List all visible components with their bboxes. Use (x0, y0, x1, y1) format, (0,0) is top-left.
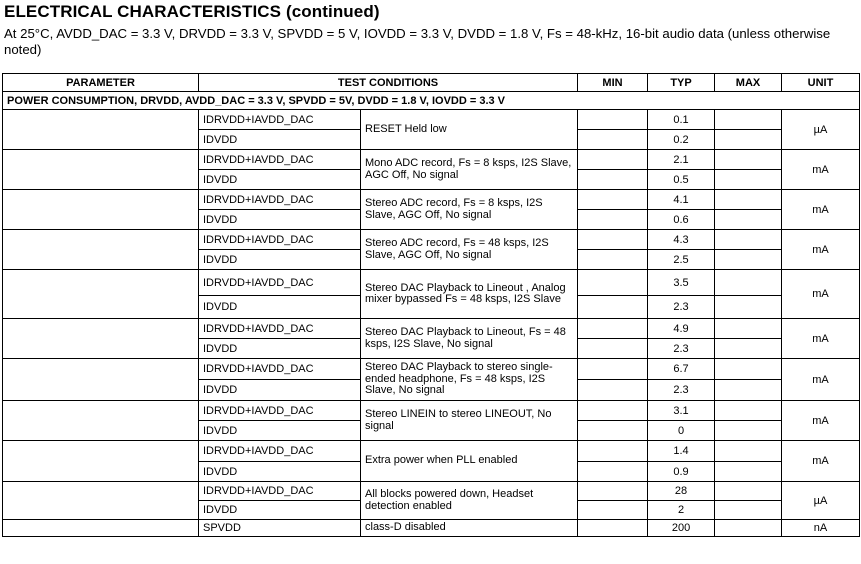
parameter-cell (3, 270, 199, 319)
parameter-cell (3, 520, 199, 537)
max-cell (715, 501, 782, 520)
supply-current-label: IDRVDD+IAVDD_DAC (199, 270, 361, 296)
test-condition: Stereo LINEIN to stereo LINEOUT, No signal (361, 401, 578, 441)
min-cell (578, 296, 648, 319)
min-cell (578, 441, 648, 462)
supply-current-label: IDVDD (199, 462, 361, 482)
parameter-cell (3, 230, 199, 270)
typ-value: 4.1 (648, 190, 715, 210)
min-cell (578, 170, 648, 190)
typ-value: 6.7 (648, 359, 715, 380)
min-cell (578, 482, 648, 501)
typ-value: 0.1 (648, 110, 715, 130)
supply-current-label: IDVDD (199, 380, 361, 401)
supply-current-label: IDVDD (199, 130, 361, 150)
max-cell (715, 210, 782, 230)
max-cell (715, 421, 782, 441)
typ-value: 0.5 (648, 170, 715, 190)
max-cell (715, 462, 782, 482)
unit-value: µA (782, 110, 860, 150)
typ-value: 2.3 (648, 339, 715, 359)
max-cell (715, 130, 782, 150)
typ-value: 3.5 (648, 270, 715, 296)
typ-value: 2.3 (648, 380, 715, 401)
min-cell (578, 380, 648, 401)
page-title: ELECTRICAL CHARACTERISTICS (continued) (4, 2, 380, 21)
unit-value: mA (782, 230, 860, 270)
supply-current-label: IDRVDD+IAVDD_DAC (199, 441, 361, 462)
conditions-note: At 25°C, AVDD_DAC = 3.3 V, DRVDD = 3.3 V, SPVDD = 5 V, IOVDD = 3.3 V, DVDD = 1.8 V, Fs = 48-kHz, 16-bit audio data (unless otherwise noted) (4, 26, 831, 57)
test-condition: Stereo DAC Playback to stereo single-ended headphone, Fs = 48 ksps, I2S Slave, No signal (361, 359, 578, 401)
max-cell (715, 441, 782, 462)
typ-value: 2 (648, 501, 715, 520)
max-cell (715, 250, 782, 270)
test-condition: RESET Held low (361, 110, 578, 150)
typ-value: 2.3 (648, 296, 715, 319)
test-condition: Stereo ADC record, Fs = 8 ksps, I2S Slave, AGC Off, No signal (361, 190, 578, 230)
min-cell (578, 110, 648, 130)
typ-value: 0.2 (648, 130, 715, 150)
test-condition: Stereo ADC record, Fs = 48 ksps, I2S Slave, AGC Off, No signal (361, 230, 578, 270)
parameter-cell (3, 401, 199, 441)
typ-value: 0.6 (648, 210, 715, 230)
typ-value: 0.9 (648, 462, 715, 482)
unit-value: µA (782, 482, 860, 520)
supply-current-label: IDRVDD+IAVDD_DAC (199, 230, 361, 250)
parameter-cell (3, 110, 199, 150)
max-cell (715, 520, 782, 537)
header-min: MIN (578, 74, 648, 92)
supply-current-label: IDRVDD+IAVDD_DAC (199, 190, 361, 210)
test-condition: Stereo DAC Playback to Lineout, Fs = 48 ksps, I2S Slave, No signal (361, 319, 578, 359)
max-cell (715, 401, 782, 421)
unit-value: nA (782, 520, 860, 537)
min-cell (578, 270, 648, 296)
header-test-conditions: TEST CONDITIONS (199, 74, 578, 92)
header-typ: TYP (648, 74, 715, 92)
max-cell (715, 380, 782, 401)
table-row (3, 270, 860, 296)
max-cell (715, 359, 782, 380)
typ-value: 4.9 (648, 319, 715, 339)
typ-value: 200 (648, 520, 715, 537)
section-row (3, 92, 860, 110)
min-cell (578, 190, 648, 210)
typ-value: 28 (648, 482, 715, 501)
header-row (3, 74, 860, 92)
table-row (3, 110, 860, 130)
supply-current-label: IDRVDD+IAVDD_DAC (199, 150, 361, 170)
max-cell (715, 150, 782, 170)
table-row (3, 482, 860, 501)
parameter-cell (3, 190, 199, 230)
unit-value: mA (782, 270, 860, 319)
table-row (3, 401, 860, 421)
min-cell (578, 339, 648, 359)
header-max: MAX (715, 74, 782, 92)
parameter-cell (3, 359, 199, 401)
typ-value: 4.3 (648, 230, 715, 250)
test-condition: All blocks powered down, Headset detection enabled (361, 482, 578, 520)
min-cell (578, 250, 648, 270)
max-cell (715, 296, 782, 319)
supply-current-label: IDVDD (199, 250, 361, 270)
supply-current-label: IDVDD (199, 339, 361, 359)
parameter-cell (3, 150, 199, 190)
unit-value: mA (782, 441, 860, 482)
max-cell (715, 170, 782, 190)
supply-current-label: IDRVDD+IAVDD_DAC (199, 482, 361, 501)
test-condition: Stereo DAC Playback to Lineout , Analog mixer bypassed Fs = 48 ksps, I2S Slave (361, 270, 578, 319)
max-cell (715, 190, 782, 210)
parameter-cell (3, 482, 199, 520)
min-cell (578, 130, 648, 150)
max-cell (715, 482, 782, 501)
supply-current-label: IDRVDD+IAVDD_DAC (199, 110, 361, 130)
test-condition: Extra power when PLL enabled (361, 441, 578, 482)
min-cell (578, 421, 648, 441)
min-cell (578, 401, 648, 421)
min-cell (578, 210, 648, 230)
min-cell (578, 319, 648, 339)
table-row (3, 230, 860, 250)
max-cell (715, 319, 782, 339)
table-row (3, 441, 860, 462)
unit-value: mA (782, 401, 860, 441)
supply-current-label: IDVDD (199, 421, 361, 441)
min-cell (578, 501, 648, 520)
unit-value: mA (782, 359, 860, 401)
header-parameter: PARAMETER (3, 74, 199, 92)
header-unit: UNIT (782, 74, 860, 92)
max-cell (715, 230, 782, 250)
supply-current-label: IDVDD (199, 210, 361, 230)
max-cell (715, 110, 782, 130)
min-cell (578, 359, 648, 380)
min-cell (578, 462, 648, 482)
electrical-characteristics-table (2, 73, 860, 537)
parameter-cell (3, 319, 199, 359)
supply-current-label: IDRVDD+IAVDD_DAC (199, 359, 361, 380)
table-row (3, 190, 860, 210)
supply-current-label: IDVDD (199, 501, 361, 520)
table-row (3, 150, 860, 170)
max-cell (715, 339, 782, 359)
typ-value: 2.5 (648, 250, 715, 270)
test-condition: Mono ADC record, Fs = 8 ksps, I2S Slave, AGC Off, No signal (361, 150, 578, 190)
test-condition: class-D disabled (361, 520, 578, 537)
unit-value: mA (782, 190, 860, 230)
typ-value: 3.1 (648, 401, 715, 421)
max-cell (715, 270, 782, 296)
supply-current-label: IDRVDD+IAVDD_DAC (199, 319, 361, 339)
min-cell (578, 520, 648, 537)
supply-current-label: SPVDD (199, 520, 361, 537)
supply-current-label: IDVDD (199, 296, 361, 319)
typ-value: 1.4 (648, 441, 715, 462)
table-row (3, 319, 860, 339)
supply-current-label: IDVDD (199, 170, 361, 190)
supply-current-label: IDRVDD+IAVDD_DAC (199, 401, 361, 421)
unit-value: mA (782, 150, 860, 190)
table-row (3, 359, 860, 380)
min-cell (578, 230, 648, 250)
unit-value: mA (782, 319, 860, 359)
typ-value: 0 (648, 421, 715, 441)
section-title: POWER CONSUMPTION, DRVDD, AVDD_DAC = 3.3 V, SPVDD = 5V, DVDD = 1.8 V, IOVDD = 3.3 V (3, 92, 860, 110)
parameter-cell (3, 441, 199, 482)
typ-value: 2.1 (648, 150, 715, 170)
table-row (3, 520, 860, 537)
min-cell (578, 150, 648, 170)
